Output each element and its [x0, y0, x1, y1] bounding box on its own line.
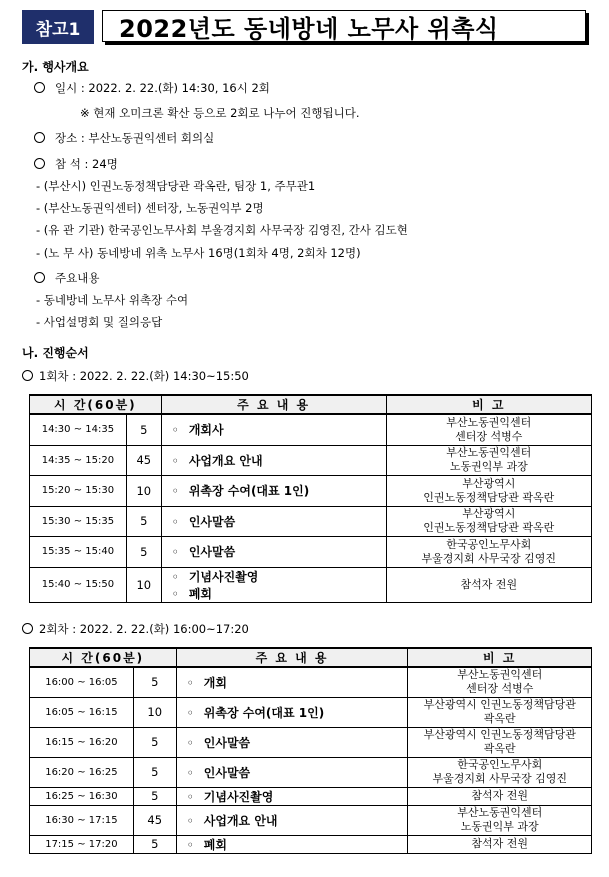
note-text: 부산노동권익센터 — [457, 806, 543, 819]
content-line — [172, 452, 386, 469]
note-cell — [386, 506, 591, 536]
table-row — [30, 475, 592, 506]
procedure-heading: 나. 진행순서 — [22, 346, 89, 360]
time-cell: 17:15 ~ 17:20 — [30, 835, 134, 853]
main-content-line: - 동네방네 노무사 위촉장 수여 — [36, 293, 189, 307]
col-note-header: 비 고 — [408, 648, 592, 667]
table-row — [30, 787, 592, 805]
content-cell — [176, 787, 408, 805]
time-cell: 15:40 ~ 15:50 — [30, 567, 127, 602]
table-row — [30, 727, 592, 757]
table-header-row — [30, 395, 592, 414]
session2-text: 2회차 : 2022. 2. 22.(화) 16:00~17:20 — [39, 622, 249, 636]
duration-cell: 45 — [133, 805, 176, 835]
note-text: 곽옥란 — [483, 712, 516, 725]
place-item — [34, 130, 214, 146]
session1-text: 1회차 : 2022. 2. 22.(화) 14:30~15:50 — [39, 369, 249, 383]
note-cell — [386, 475, 591, 506]
table-row — [30, 835, 592, 853]
time-cell: 16:05 ~ 16:15 — [30, 697, 134, 727]
note-text: 인권노동정책담당관 곽옥란 — [423, 521, 555, 534]
note-text: 참석자 전원 — [471, 789, 529, 802]
col-time-header: 시 간(60분) — [30, 395, 162, 414]
table-row — [30, 805, 592, 835]
duration-cell: 5 — [133, 727, 176, 757]
circle-bullet-icon — [22, 623, 33, 634]
content-line — [172, 543, 386, 560]
note-text: 곽옥란 — [483, 742, 516, 755]
session2-label — [22, 621, 249, 637]
bullet-icon: ◦ — [186, 705, 194, 720]
circle-bullet-icon — [34, 158, 45, 169]
content-line — [187, 704, 408, 721]
time-cell: 15:30 ~ 15:35 — [30, 506, 127, 536]
duration-cell: 5 — [133, 835, 176, 853]
bullet-icon: ◦ — [171, 545, 179, 559]
attendees-label: 참 석 : 24명 — [55, 157, 118, 171]
session1-table — [29, 394, 592, 603]
note-text: 부울경지회 사무국장 김영진 — [432, 772, 567, 785]
content-line — [172, 585, 386, 602]
content-text: 인사말씀 — [188, 545, 236, 559]
note-cell — [386, 445, 591, 475]
content-text: 폐회 — [203, 837, 227, 852]
duration-cell: 5 — [126, 414, 161, 445]
bullet-icon: ◦ — [171, 423, 179, 438]
content-text: 폐회 — [188, 586, 212, 601]
attendee-line: - (부산시) 인권노동정책담당관 곽옥란, 팀장 1, 주무관1 — [36, 179, 316, 193]
note-text: 부산노동권익센터 — [446, 446, 532, 459]
content-line — [187, 674, 408, 691]
duration-cell: 10 — [126, 567, 161, 602]
note-text: 한국공인노무사회 — [446, 537, 532, 551]
time-cell: 16:15 ~ 16:20 — [30, 727, 134, 757]
content-text: 인사말씀 — [188, 514, 236, 529]
bullet-icon: ◦ — [171, 514, 179, 529]
duration-cell: 5 — [133, 757, 176, 787]
content-cell — [161, 567, 386, 602]
content-line — [172, 513, 386, 530]
note-text: 부울경지회 사무국장 김영진 — [421, 551, 557, 565]
document-title: 2022년도 동네방네 노무사 위촉식 — [102, 10, 586, 42]
note-cell — [386, 567, 591, 602]
note-cell — [408, 787, 592, 805]
content-text: 사업개요 안내 — [188, 453, 263, 468]
content-cell — [176, 727, 408, 757]
bullet-icon: ◦ — [171, 586, 179, 601]
duration-cell: 5 — [126, 536, 161, 567]
content-cell — [161, 445, 386, 475]
note-cell — [386, 536, 591, 567]
content-cell — [161, 414, 386, 445]
main-content-line: - 사업설명회 및 질의응답 — [36, 315, 163, 329]
place-text: 장소 : 부산노동권익센터 회의실 — [55, 131, 215, 145]
note-text: 부산노동권익센터 — [446, 415, 532, 429]
content-line — [187, 836, 408, 853]
content-cell — [176, 667, 408, 697]
table-row — [30, 697, 592, 727]
note-text: 참석자 전원 — [471, 837, 529, 850]
note-text: 인권노동정책담당관 곽옥란 — [423, 490, 555, 504]
note-text: 참석자 전원 — [460, 577, 518, 591]
duration-cell: 10 — [126, 475, 161, 506]
session1-label — [22, 368, 249, 384]
col-content-header: 주 요 내 용 — [161, 395, 386, 414]
note-text: 노동권익부 과장 — [460, 820, 539, 833]
note-cell — [408, 697, 592, 727]
time-cell: 16:25 ~ 16:30 — [30, 787, 134, 805]
content-text: 개회 — [203, 675, 227, 690]
bullet-icon: ◦ — [171, 484, 179, 498]
note-text: 센터장 석병수 — [466, 682, 534, 696]
content-cell — [176, 757, 408, 787]
content-text: 개회사 — [188, 423, 224, 438]
duration-cell: 5 — [133, 787, 176, 805]
bullet-icon: ◦ — [186, 735, 194, 750]
attendee-line: - (유 관 기관) 한국공인노무사회 부울경지회 사무국장 김영진, 간사 김도현 — [36, 223, 408, 237]
content-text: 인사말씀 — [203, 765, 251, 780]
content-cell — [176, 697, 408, 727]
table-header-row — [30, 648, 592, 667]
datetime-item — [34, 80, 270, 96]
table-row — [30, 414, 592, 445]
content-cell — [161, 506, 386, 536]
note-text: 한국공인노무사회 — [457, 758, 543, 771]
bullet-icon: ◦ — [171, 569, 179, 584]
duration-cell: 5 — [126, 506, 161, 536]
note-text: 센터장 석병수 — [455, 429, 523, 443]
col-content-header: 주 요 내 용 — [176, 648, 408, 667]
time-cell: 15:35 ~ 15:40 — [30, 536, 127, 567]
circle-bullet-icon — [34, 132, 45, 143]
duration-cell: 5 — [133, 667, 176, 697]
datetime-text: 일시 : 2022. 2. 22.(화) 14:30, 16시 2회 — [55, 81, 270, 95]
duration-cell: 10 — [133, 697, 176, 727]
bullet-icon: ◦ — [186, 789, 194, 804]
note-text: 노동권익부 과장 — [449, 460, 528, 473]
content-cell — [176, 835, 408, 853]
content-text: 사업개요 안내 — [203, 813, 278, 828]
content-line — [187, 764, 408, 781]
circle-bullet-icon — [34, 272, 45, 283]
attendees-item — [34, 156, 118, 172]
content-text: 위촉장 수여(대표 1인) — [188, 484, 310, 498]
content-cell — [176, 805, 408, 835]
bullet-icon: ◦ — [186, 837, 194, 852]
attendee-line: - (부산노동권익센터) 센터장, 노동권익부 2명 — [36, 201, 264, 215]
content-line — [187, 812, 408, 829]
attendee-line: - (노 무 사) 동네방네 위촉 노무사 16명(1회차 4명, 2회차 12명) — [36, 246, 361, 260]
time-cell: 15:20 ~ 15:30 — [30, 475, 127, 506]
note-text: 부산광역시 — [462, 476, 516, 490]
content-line — [172, 421, 386, 438]
note-cell — [408, 757, 592, 787]
session2-table — [29, 647, 592, 854]
reference-badge: 참고1 — [22, 10, 94, 44]
time-cell: 16:30 ~ 17:15 — [30, 805, 134, 835]
time-cell: 14:35 ~ 15:20 — [30, 445, 127, 475]
content-line — [187, 788, 408, 805]
content-text: 인사말씀 — [203, 735, 251, 750]
circle-bullet-icon — [34, 82, 45, 93]
note-text: 부산광역시 인권노동정책담당관 — [423, 698, 576, 711]
note-text: 부산광역시 — [462, 507, 516, 520]
table-row — [30, 445, 592, 475]
table-row — [30, 536, 592, 567]
main-content-label: 주요내용 — [55, 271, 100, 285]
time-cell: 14:30 ~ 14:35 — [30, 414, 127, 445]
bullet-icon: ◦ — [186, 675, 194, 690]
content-cell — [161, 536, 386, 567]
circle-bullet-icon — [22, 370, 33, 381]
bullet-icon: ◦ — [186, 813, 194, 828]
note-cell — [408, 835, 592, 853]
content-line — [172, 482, 386, 499]
note-text: 부산노동권익센터 — [457, 668, 543, 682]
note-cell — [408, 727, 592, 757]
main-content-item — [34, 270, 99, 286]
content-line — [172, 568, 386, 585]
omicron-note: ※ 현재 오미크론 확산 등으로 2회로 나누어 진행됩니다. — [80, 106, 360, 120]
note-text: 부산광역시 인권노동정책담당관 — [423, 728, 576, 741]
col-time-header: 시 간(60분) — [30, 648, 177, 667]
overview-heading: 가. 행사개요 — [22, 60, 89, 74]
content-line — [187, 734, 408, 751]
table-row — [30, 506, 592, 536]
table-row — [30, 667, 592, 697]
bullet-icon: ◦ — [186, 765, 194, 780]
col-note-header: 비 고 — [386, 395, 591, 414]
table-row — [30, 567, 592, 602]
duration-cell: 45 — [126, 445, 161, 475]
time-cell: 16:00 ~ 16:05 — [30, 667, 134, 697]
note-cell — [386, 414, 591, 445]
content-text: 기념사진촬영 — [203, 789, 274, 804]
content-text: 위촉장 수여(대표 1인) — [203, 705, 325, 720]
note-cell — [408, 667, 592, 697]
table-row — [30, 757, 592, 787]
bullet-icon: ◦ — [171, 453, 179, 468]
time-cell: 16:20 ~ 16:25 — [30, 757, 134, 787]
content-cell — [161, 475, 386, 506]
content-text: 기념사진촬영 — [188, 569, 259, 584]
note-cell — [408, 805, 592, 835]
